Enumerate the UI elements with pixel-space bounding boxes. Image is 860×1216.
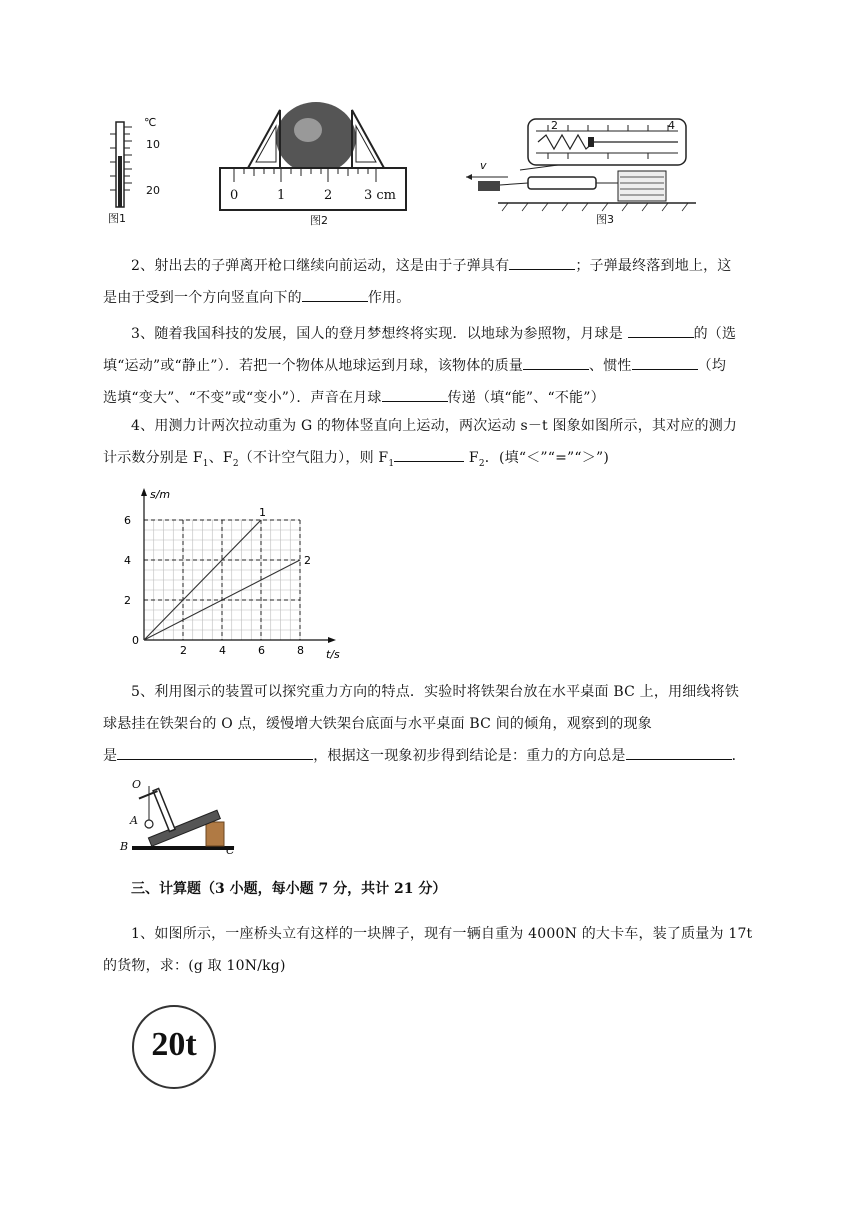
q2-text-4: 作用。 [367, 290, 411, 306]
q5-line3-b: ，根据这一现象初步得到结论是：重力的方向总是 [313, 748, 626, 764]
question-4 [103, 410, 803, 480]
q3-line3-a: 选填“变大”、“不变”或“变小”）．声音在月球 [103, 390, 382, 406]
q4-line2-b: 、F [208, 450, 233, 466]
thermometer-tick-20: 20 [146, 184, 160, 197]
ruler-tick-3cm: 3 cm [364, 188, 397, 203]
q2-text-2: ；子弹最终落到地上，这 [575, 258, 732, 274]
question-5 [103, 676, 803, 772]
thermometer-tick-10: 10 [146, 138, 160, 151]
q5-number: 5、 [131, 684, 155, 700]
figure-ruler-ball [218, 100, 408, 232]
figure1-caption: 图1 [108, 212, 126, 225]
q3-line2-b: 、惯性 [589, 358, 632, 374]
q3-blank-2[interactable] [523, 353, 589, 370]
q2-text-3: 是由于受到一个方向竖直向下的 [103, 290, 302, 306]
q5-line3-a: 是 [103, 748, 118, 764]
x-tick-label: 2 [180, 644, 187, 657]
thermometer-unit: ℃ [144, 116, 157, 129]
figure-iron-stand [112, 776, 242, 856]
q4-blank[interactable] [394, 445, 464, 462]
figure-spring-scale [458, 115, 698, 233]
q2-blank-2[interactable] [302, 285, 368, 302]
x-tick-label: 4 [219, 644, 226, 657]
q5-line3-c: ． [731, 748, 746, 764]
figure2-caption: 图2 [310, 214, 328, 227]
q3-line1-b: 的（选 [693, 326, 737, 342]
scale-label-2: 2 [551, 119, 558, 132]
q3-line2-a: 填“运动”或“静止”）．若把一个物体从地球运到月球，该物体的质量 [103, 358, 524, 374]
series-label-1: 1 [259, 506, 266, 519]
question-2 [103, 250, 803, 314]
q5-blank-2[interactable] [626, 743, 732, 760]
q3-blank-4[interactable] [382, 385, 448, 402]
calc-question-1 [103, 918, 803, 982]
iron-stand-label-o: O [132, 778, 142, 791]
x-axis-arrow [328, 637, 336, 643]
y-tick-label: 2 [124, 594, 131, 607]
question-3 [103, 318, 803, 414]
ruler-tick-1: 1 [277, 188, 286, 203]
calc1-line1: 如图所示，一座桥头立有这样的一块牌子，现有一辆自重为 4000N 的大卡车，装了质量为 17t [154, 926, 753, 942]
q2-number: 2、 [131, 258, 155, 274]
q3-line1-a: 随着我国科技的发展，国人的登月梦想终将实现．以地球为参照物，月球是 [154, 326, 628, 342]
q3-blank-1[interactable] [628, 321, 694, 338]
q4-line2-d: F [464, 450, 479, 466]
st-chart-svg [112, 484, 342, 660]
iron-stand-label-c: C [226, 844, 235, 857]
q2-blank-1[interactable] [509, 253, 575, 270]
ruler-tick-2: 2 [324, 188, 333, 203]
q4-line2-a: 计示数分别是 F [103, 450, 203, 466]
x-tick-label: 6 [258, 644, 265, 657]
q3-number: 3、 [131, 326, 155, 342]
y-axis-label: s/m [150, 488, 171, 501]
q3-line3-b: 传递（填“能”、“不能”） [447, 390, 605, 406]
weight-limit-sign [131, 1004, 217, 1090]
q5-line1: 利用图示的装置可以探究重力方向的特点．实验时将铁架台放在水平桌面 BC 上，用细线将铁 [154, 684, 740, 700]
iron-stand-label-b: B [120, 840, 129, 853]
ruler-tick-0: 0 [230, 188, 239, 203]
q2-text-1: 射出去的子弹离开枪口继续向前运动，这是由于子弹具有 [154, 258, 510, 274]
velocity-label: v [480, 159, 487, 172]
x-tick-label: 8 [297, 644, 304, 657]
origin-label: 0 [132, 634, 139, 647]
q4-sub-2: 2 [232, 458, 239, 469]
sign-text: 20t [151, 1026, 197, 1063]
calc1-number: 1、 [131, 926, 155, 942]
figure-thermometer [100, 112, 170, 232]
q3-line2-c: （均 [697, 358, 727, 374]
y-tick-label: 6 [124, 514, 131, 527]
q4-line2-c: （不计空气阻力），则 F [238, 450, 389, 466]
q5-line2: 球悬挂在铁架台的 O 点，缓慢增大铁架台底面与水平桌面 BC 间的倾角，观察到的现象 [103, 716, 652, 732]
q5-blank-1[interactable] [117, 743, 313, 760]
scale-label-4: 4 [668, 119, 675, 132]
y-tick-label: 4 [124, 554, 131, 567]
series-label-2: 2 [304, 554, 311, 567]
q4-number: 4、 [131, 418, 155, 434]
q4-sub-4: 2 [478, 458, 485, 469]
q4-line2-e: ．(填“＜”“=”“＞”) [484, 450, 609, 466]
section-3-title: 三、计算题（3 小题，每小题 7 分，共计 21 分） [131, 881, 447, 897]
figure3-caption: 图3 [596, 213, 614, 226]
st-chart [112, 484, 342, 660]
x-axis-label: t/s [326, 648, 340, 660]
q4-line1: 用测力计两次拉动重为 G 的物体竖直向上运动，两次运动 s－t 图象如图所示，其对应的测力 [154, 418, 738, 434]
q4-sub-3: 1 [388, 458, 395, 469]
q3-blank-3[interactable] [632, 353, 698, 370]
iron-stand-label-a: A [130, 814, 138, 827]
calc1-line2: 的货物，求：(g 取 10N/kg) [103, 958, 286, 974]
y-axis-arrow [141, 488, 147, 496]
q4-sub-1: 1 [202, 458, 209, 469]
